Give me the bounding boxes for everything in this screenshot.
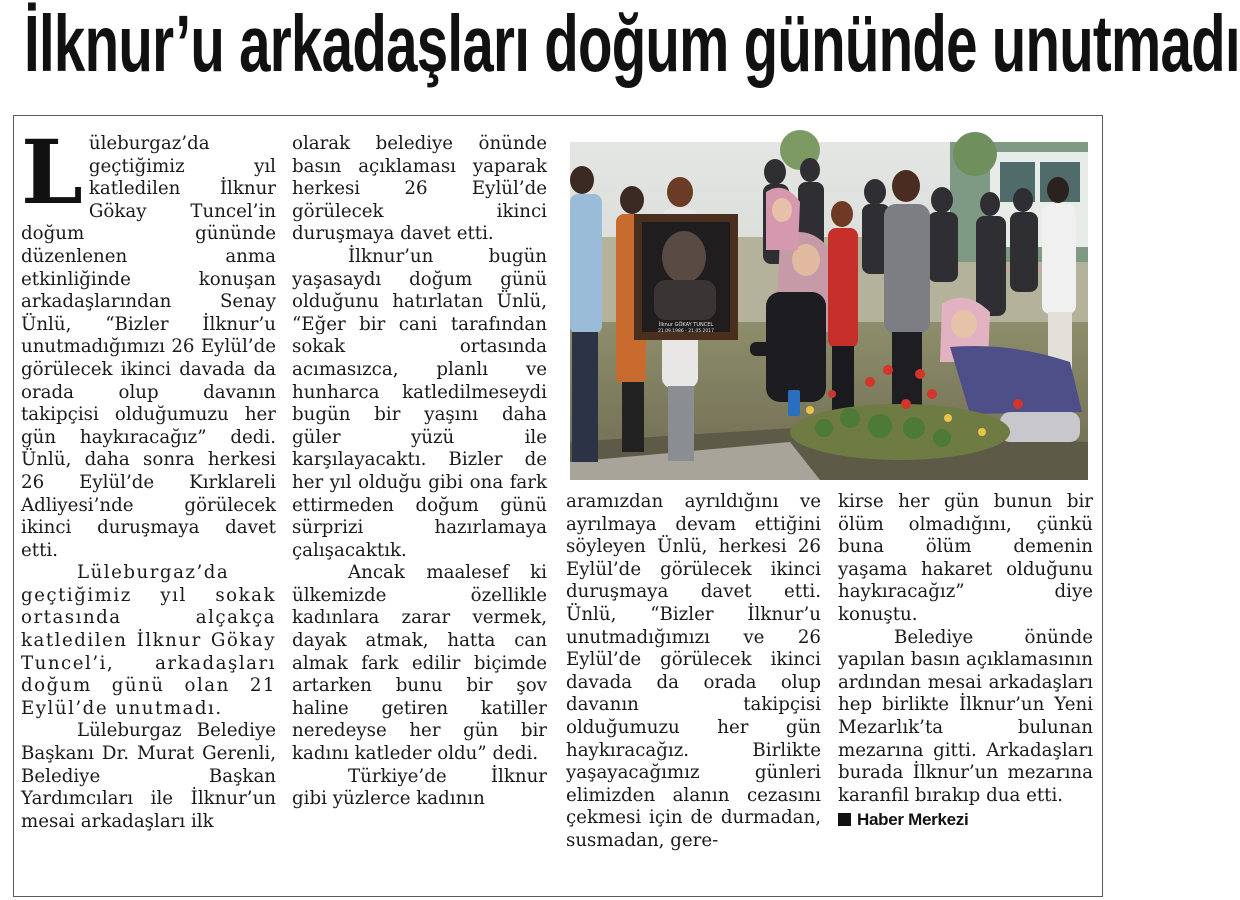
paragraph-text: üleburgaz’da geçtiğimiz yıl katledilen İlknur Gökay Tuncel’in doğum gününde düzenlenen anma etkinliğinde konuşan arkadaşlarından Senay Ünlü, “Bizler İlknur’u unutmadığımızı 26 Eylül’de görülecek ikinci davada da orada olup davanın takipçisi olduğumuzu her gün haykıracağız” dedi. Ünlü, daha sonra herkesi 26 Eylül’de Kırklareli Adliyesi’nde görülecek ikinci duruşmaya davet etti. <box>21 133 276 561</box>
news-photo <box>570 142 1088 480</box>
byline <box>838 809 1093 831</box>
paragraph: Lüleburgaz’da geçtiğimiz yıl sokak ortasında alçakça katledilen İlknur Gökay Tuncel’i, arkadaşları doğum günü olan 21 Eylül’de unutmadı. <box>21 562 276 719</box>
paragraph: Türkiye’de İlknur gibi yüzlerce kadının <box>292 765 547 810</box>
article-column-4 <box>838 491 1093 891</box>
square-bullet-icon <box>838 813 851 826</box>
drop-cap: L <box>21 120 83 224</box>
paragraph: Ancak maalesef ki ülkemizde özellikle kadınlara zarar vermek, dayak atmak, hatta can almak fark edilir biçimde artarken bunu bir şov haline getiren katiller neredeyse her gün bir kadını katleder oldu” dedi. <box>292 562 547 765</box>
portrait-dates: 21.09.1986 - 21.05.2017 <box>657 329 715 334</box>
portrait-caption: İlknur GÖKAY TUNCEL <box>658 322 714 328</box>
paragraph: İlknur’un bugün yaşasaydı doğum günü olduğunu hatırlatan Ünlü, “Eğer bir cani tarafından sokak ortasında acımasızca, planlı ve hunharca katledilmeseydi bugün bir yaşını daha güler yüzü ile karşılayacaktı. Bizler de her yıl olduğu gibi ona fark ettirmeden doğum günü sürprizi hazırlamaya çalışacaktık. <box>292 245 547 561</box>
paragraph: kirse her gün bunun bir ölüm olmadığını, çünkü buna ölüm demenin yaşama hakaret olduğunu haykıracağız” diye konuştu. <box>838 491 1093 625</box>
headline-container <box>0 0 1240 110</box>
paragraph <box>21 120 276 562</box>
article-column-1 <box>21 120 276 885</box>
paragraph: aramızdan ayrıldığını ve ayrılmaya devam ettiğini söyleyen Ünlü, herkesi 26 Eylül’de görülecek ikinci duruşmaya davet etti. Ünlü, “Bizler İlknur’u unutmadığımızı ve 26 Eylül’de görülecek ikinci davada da orada olup davanın takipçisi olduğumuzu her gün haykıracağız. Birlikte yaşayacağımız günleri elimizden alanın cezasını çekmesi için de durmadan, susmadan, gere- <box>566 491 821 851</box>
article-column-3 <box>566 491 821 891</box>
paragraph: olarak belediye önünde basın açıklaması yaparak herkesi 26 Eylül’de görülecek ikinci duruşmaya davet etti. <box>292 133 547 245</box>
paragraph: Lüleburgaz Belediye Başkanı Dr. Murat Gerenli, Belediye Başkan Yardımcıları ile İlknur’un mesai arkadaşları ilk <box>21 720 276 832</box>
byline-text: Haber Merkezi <box>857 810 969 830</box>
paragraph: Belediye önünde yapılan basın açıklamasının ardından mesai arkadaşları hep birlikte İlknur’un Yeni Mezarlık’ta bulunan mezarına gitti. Arkadaşları burada İlknur’un mezarına karanfil bırakıp dua etti. <box>838 626 1093 806</box>
article-column-2 <box>292 133 547 885</box>
photo-illustration <box>570 142 1088 480</box>
headline: İlknur’u arkadaşları doğum gününde unutmadı <box>24 0 1240 88</box>
